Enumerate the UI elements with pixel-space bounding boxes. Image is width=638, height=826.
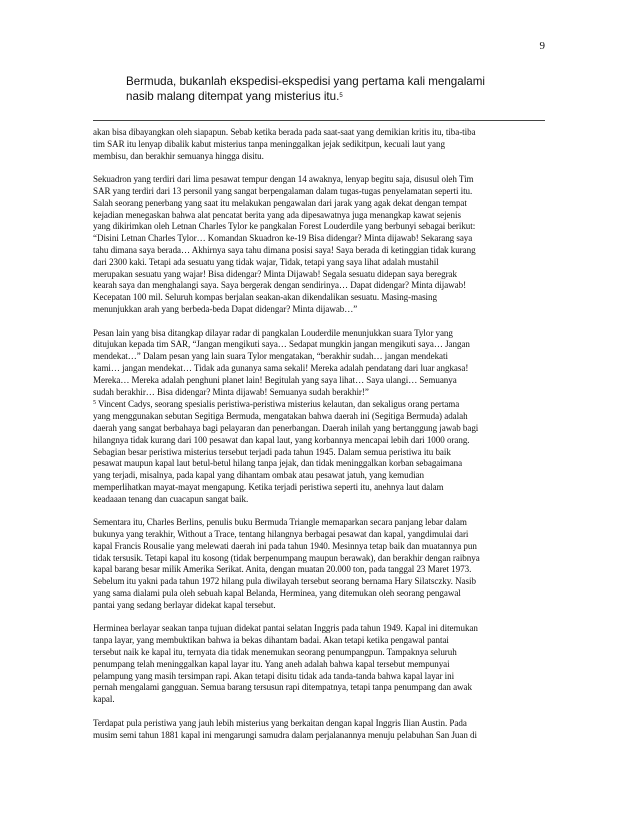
text-line: akan bisa dibayangkan oleh siapapun. Sebab ketika berada pada saat-saat yang demikian kritis itu, tiba-tiba (93, 127, 476, 137)
text-line: tanpa layar, yang membuktikan bahwa ia bekas dihantam badai. Akan tetapi ketika pengawal pantai (93, 635, 449, 646)
text-line: menunjukkan arah yang berbeda-beda Dapat didengar? Minta dijawab…” (93, 303, 358, 314)
text-line: Sebelum itu yakni pada tahun 1972 hilang pula diwilayah tersebut seorang bernama Hary Silatsczky. Nasib (93, 576, 476, 587)
text-line: tidak tersusik. Tetapi kapal itu kosong (tidak berpenumpang maupun berawak), dan berakhir dengan raibnya (93, 552, 480, 563)
page-number: 9 (539, 40, 545, 52)
text-line: Pesan lain yang bisa ditangkap dilayar radar di pangkalan Louderdile menunjukkan suara Tylor yang (93, 327, 453, 338)
section-heading (126, 74, 546, 104)
footnote-line: Sebagian besar peristiwa misterius tersebut terjadi pada tahun 1945. Dalam semua peristiwa itu baik (93, 446, 451, 457)
footnote-first-line (93, 398, 545, 411)
text-line: kapal Francis Rousalie yang melewati daerah ini pada tahun 1940. Mesinnya tetap baik dan muatannya pun (93, 540, 477, 551)
paragraph (93, 517, 545, 611)
footnote-line: daerah yang sangat berbahaya bagi pelayaran dan penerbangan. Daerah inilah yang bertanggung jawab bagi (93, 422, 479, 433)
body-text (93, 127, 545, 753)
footnote-line: hilangnya tidak kurang dari 100 pesawat dan kapal laut, yang korbannya mencapai lebih dari 1000 orang. (93, 434, 470, 445)
text-line: Mereka… Mereka adalah penghuni planet lain! Begitulah yang saya lihat… Saya ulangi… Semuanya (93, 374, 457, 385)
heading-divider (93, 120, 545, 121)
text-line: penumpang telah meninggalkan kapal layar itu. Yang aneh adalah bahwa kapal tersebut mempunyai (93, 658, 450, 669)
text-line: yang dikirimkan oleh Letnan Charles Tylor ke pangkalan Forest Louderdile yang berbunyi sebagai berikut: (93, 221, 476, 232)
text-line: kearah saya dan menghalangi saya. Saya bergerak dengan sendirinya… Dapat didengar? Minta dijawab! (93, 280, 467, 291)
text-line: Terdapat pula peristiwa yang jauh lebih misterius yang berkaitan dengan kapal Inggris Ilian Austin. Pada (93, 717, 467, 728)
text-line: kapal barang besar milik Amerika Serikat. Anita, dengan muatan 20.000 ton, pada tanggal 23 Maret 1973. (93, 564, 472, 575)
text-line: mendekat…” Dalam pesan yang lain suara Tylor mengatakan, “berakhir sudah… jangan mendekati (93, 351, 448, 362)
text-line: pernah mengalami gangguan. Semua barang tersusun rapi ditempatnya, tetapi tanpa penumpang dan awak (93, 682, 472, 693)
footnote-text: Vincent Cadys, seorang spesialis peristiwa-peristiwa misterius kelautan, dan sekaligus orang pertama (95, 399, 460, 410)
text-line: Herminea berlayar seakan tanpa tujuan didekat pantai selatan Inggris pada tahun 1949. Kapal ini ditemukan (93, 623, 478, 634)
text-line: pelampung yang masih tersimpan rapi. Akan tetapi disitu tidak ada tanda-tanda bahwa kapal layar ini (93, 670, 455, 681)
text-line: kejadian menegaskan bahwa alat pencatat berita yang ada dipesawatnya juga menangkap kawat sejenis (93, 209, 461, 220)
text-line: Kecepatan 100 mil. Seluruh kompas berjalan seakan-akan dikendalikan sesuatu. Masing-masing (93, 292, 437, 303)
paragraph (93, 328, 545, 506)
text-line: kami… jangan mendekat… Tidak ada gunanya sama sekali! Mereka adalah pendatang dari luar angkasa! (93, 362, 469, 373)
heading-line-1: Bermuda, bukanlah ekspedisi-ekspedisi yang pertama kali mengalami (126, 75, 485, 88)
footnote-reference: 5 (339, 93, 343, 99)
text-line: “Disini Letnan Charles Tylor… Komandan Skuadron ke-19 Bisa didengar? Minta dijawab! Sekarang saya (93, 233, 473, 244)
footnote-marker: 5 (93, 400, 96, 407)
heading-line-2: nasib malang ditempat yang misterius itu.$^5$ (126, 90, 343, 103)
text-line: pantai yang sedang berlayar didekat kapal tersebut. (93, 599, 276, 610)
paragraph (93, 623, 545, 706)
text-line: merupakan sesuatu yang wajar! Bisa didengar? Minta Dijawab! Segala sesuatu didepan saya beregrak (93, 268, 457, 279)
text-line: musim semi tahun 1881 kapal ini mengarungi samudra dalam perjalanannya menuju pelabuhan San Juan di (93, 729, 477, 740)
text-line: Sekuadron yang terdiri dari lima pesawat tempur dengan 14 awaknya, lenyap begitu saja, disusul oleh Tim (93, 174, 474, 185)
text-line: sudah berakhir… Bisa didengar? Minta dijawab! Semuanya sudah berakhir!” (93, 386, 369, 397)
text-line: membisu, dan berakhir semuanya hingga disitu. (93, 150, 264, 161)
paragraph (93, 127, 545, 162)
footnote-line: yang terjadi, misalnya, pada kapal yang dihantam ombak atau pesawat jatuh, yang kemudian (93, 470, 424, 481)
text-line: yang sama dialami pula oleh sebuah kapal Belanda, Herminea, yang ditemukan oleh seorang pengawal (93, 588, 461, 599)
text-line: Sementara itu, Charles Berlins, penulis buku Bermuda Triangle memaparkan secara panjang lebar dalam (93, 517, 467, 528)
text-line: bukunya yang terakhir, Without a Trace, tentang hilangnya berbagai pesawat dan kapal, yangdimulai dari (93, 529, 469, 540)
text-line: tim SAR itu lenyap dibalik kabut misterius tanpa meninggalkan jejak sedikitpun, kecuali laut yang (93, 138, 445, 149)
text-line: dari 2300 kaki. Tetapi ada sesuatu yang tidak wajar, Tidak, tetapi yang saya lihat adalah mustahil (93, 256, 439, 267)
text-line: SAR yang terdiri dari 13 personil yang sangat berpengalaman dalam tugas-tugas penyelamatan seperti itu. (93, 185, 473, 196)
paragraph (93, 174, 545, 316)
text-line: tahu dimana saya berada… Akhirnya saya tahu dimana posisi saya! Saya berada di ketinggian tidak kurang (93, 244, 476, 255)
text-line: Salah seorang penerbang yang saat itu melakukan pengawalan dari jarak yang agak dekat dengan tempat (93, 197, 467, 208)
footnote-line: memperlihatkan mayat-mayat mengapung. Ketika terjadi peristiwa seperti itu, anehnya laut dalam (93, 481, 444, 492)
footnote-line: keadaaan tenang dan cuacapun sangat baik. (93, 493, 249, 504)
footnote-line: pesawat maupun kapal laut betul-betul hilang tanpa jejak, dan tidak meninggalkan korban sebagaimana (93, 458, 463, 469)
paragraph (93, 718, 545, 742)
text-line: ditujukan kepada tim SAR, “Jangan mengikuti saya… Sedapat mungkin jangan mengikuti saya… Jangan (93, 339, 470, 350)
footnote-line: yang menggunakan sebutan Segitiga Bermuda, mengatakan bahwa daerah ini (Segitiga Bermuda) adalah (93, 411, 468, 422)
text-line: tersebut naik ke kapal itu, ternyata dia tidak menemukan seorang penumpangpun. Tampaknya seluruh (93, 647, 457, 658)
text-line: kapal. (93, 694, 115, 705)
